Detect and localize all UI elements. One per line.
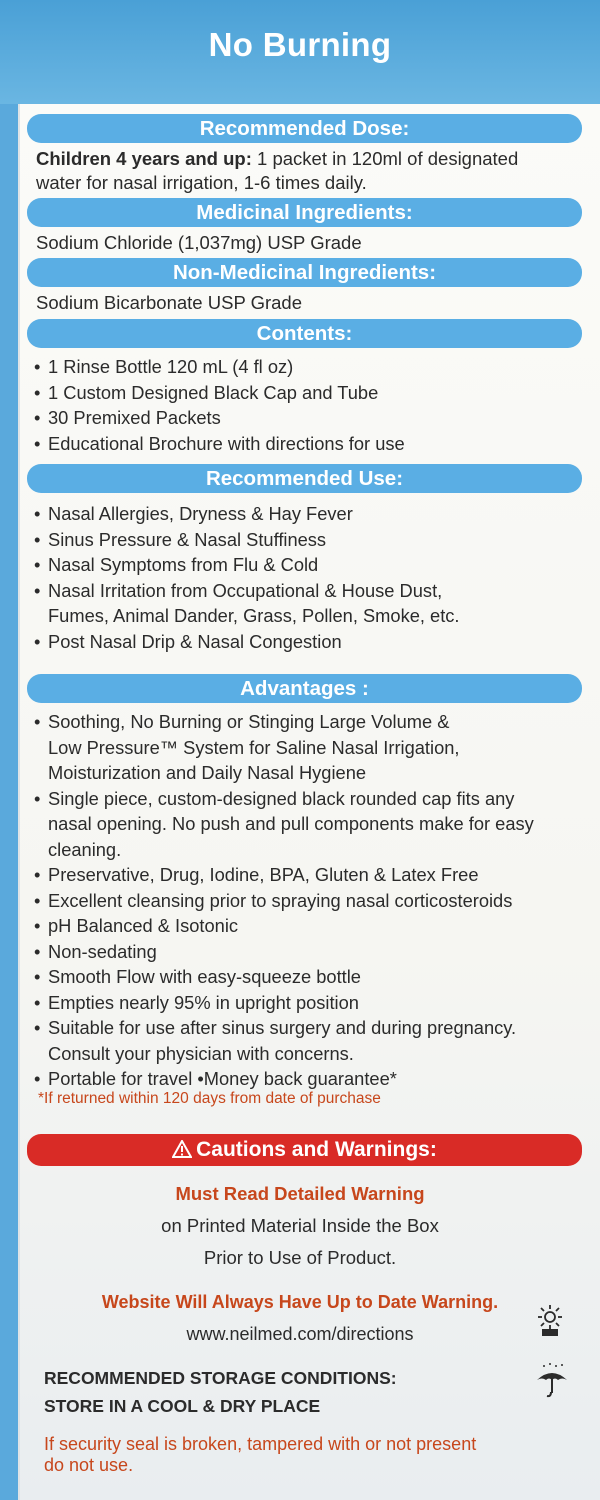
non-medicinal-text: Sodium Bicarbonate USP Grade [36, 292, 303, 313]
list-item: • Sinus Pressure & Nasal Stuffiness [34, 527, 460, 553]
dose-line1-rest: 1 packet in 120ml of designated [251, 148, 519, 169]
list-item-continued [34, 1041, 534, 1067]
header [0, 0, 600, 104]
warnings-heading-label: Cautions and Warnings: [196, 1138, 437, 1161]
medicinal-heading: Medicinal Ingredients: [27, 198, 582, 227]
directions-url[interactable]: www.neilmed.com/directions [186, 1324, 414, 1344]
list-item: • Single piece, custom-designed black rounded cap fits any [34, 786, 534, 812]
warning-line-2: on Printed Material Inside the Box [161, 1215, 439, 1236]
list-item-continued [34, 760, 534, 786]
dose-line-1 [36, 146, 518, 171]
contents-heading: Contents: [27, 319, 582, 348]
use-heading: Recommended Use: [27, 464, 582, 493]
list-item: • Post Nasal Drip & Nasal Congestion [34, 629, 460, 655]
warning-line-3: Prior to Use of Product. [203, 1247, 397, 1268]
guarantee-footnote: *If returned within 120 days from date of purchase [38, 1090, 381, 1107]
list-item: • Non-sedating [34, 939, 534, 965]
list-item-continued [34, 811, 534, 837]
list-item: • Excellent cleansing prior to spraying nasal corticosteroids [34, 888, 534, 914]
storage-line-1: RECOMMENDED STORAGE CONDITIONS: [44, 1368, 397, 1388]
page-title: No Burning [208, 26, 392, 63]
must-read-warning: Must Read Detailed Warning [175, 1183, 425, 1204]
sun-icon [532, 1302, 568, 1343]
non-medicinal-heading: Non-Medicinal Ingredients: [27, 258, 582, 287]
list-item: • Nasal Allergies, Dryness & Hay Fever [34, 501, 460, 527]
list-item: • 1 Rinse Bottle 120 mL (4 fl oz) [34, 354, 405, 380]
umbrella-rain-icon [534, 1362, 570, 1405]
seal-line-1: If security seal is broken, tampered with or not present [44, 1434, 477, 1454]
dose-lead: Children 4 years and up: [36, 148, 252, 169]
list-item: • Nasal Symptoms from Flu & Cold [34, 552, 460, 578]
list-item: • 30 Premixed Packets [34, 405, 405, 431]
list-item: • Nasal Irritation from Occupational & House Dust, [34, 578, 460, 604]
warning-triangle-icon [172, 1134, 192, 1166]
warnings-heading [27, 1134, 582, 1166]
list-item-text: Fumes, Animal Dander, Grass, Pollen, Smoke, etc. [48, 605, 460, 626]
list-item-continued [34, 735, 534, 761]
list-item: • Smooth Flow with easy-squeeze bottle [34, 964, 534, 990]
contents-list [34, 354, 405, 456]
list-item: • Empties nearly 95% in upright position [34, 990, 534, 1016]
website-warning: Website Will Always Have Up to Date Warning. [101, 1292, 499, 1312]
list-item-text: nasal opening. No push and pull components make for easy [48, 813, 534, 834]
seal-line-2: do not use. [44, 1455, 134, 1475]
list-item: • 1 Custom Designed Black Cap and Tube [34, 380, 405, 406]
storage-line-2: STORE IN A COOL & DRY PLACE [44, 1396, 321, 1416]
advantages-list [34, 709, 534, 1092]
list-item-text: Moisturization and Daily Nasal Hygiene [48, 762, 367, 783]
list-item: • Preservative, Drug, Iodine, BPA, Gluten & Latex Free [34, 862, 534, 888]
dose-heading: Recommended Dose: [27, 114, 582, 143]
list-item-continued [34, 837, 534, 863]
list-item: • Educational Brochure with directions for use [34, 431, 405, 457]
list-item: • pH Balanced & Isotonic [34, 913, 534, 939]
list-item: • Soothing, No Burning or Stinging Large Volume & [34, 709, 534, 735]
dose-line-2: water for nasal irrigation, 1-6 times daily. [36, 172, 367, 193]
medicinal-text: Sodium Chloride (1,037mg) USP Grade [36, 232, 362, 253]
list-item: • Suitable for use after sinus surgery and during pregnancy. [34, 1015, 534, 1041]
list-item-continued [34, 603, 460, 629]
advantages-heading: Advantages : [27, 674, 582, 703]
list-item-text: cleaning. [48, 838, 122, 860]
list-item: • Portable for travel •Money back guarantee* [34, 1066, 534, 1092]
list-item-text: Low Pressure™ System for Saline Nasal Irrigation, [48, 736, 460, 758]
list-item-text: Consult your physician with concerns. [48, 1042, 354, 1064]
use-list [34, 501, 460, 654]
